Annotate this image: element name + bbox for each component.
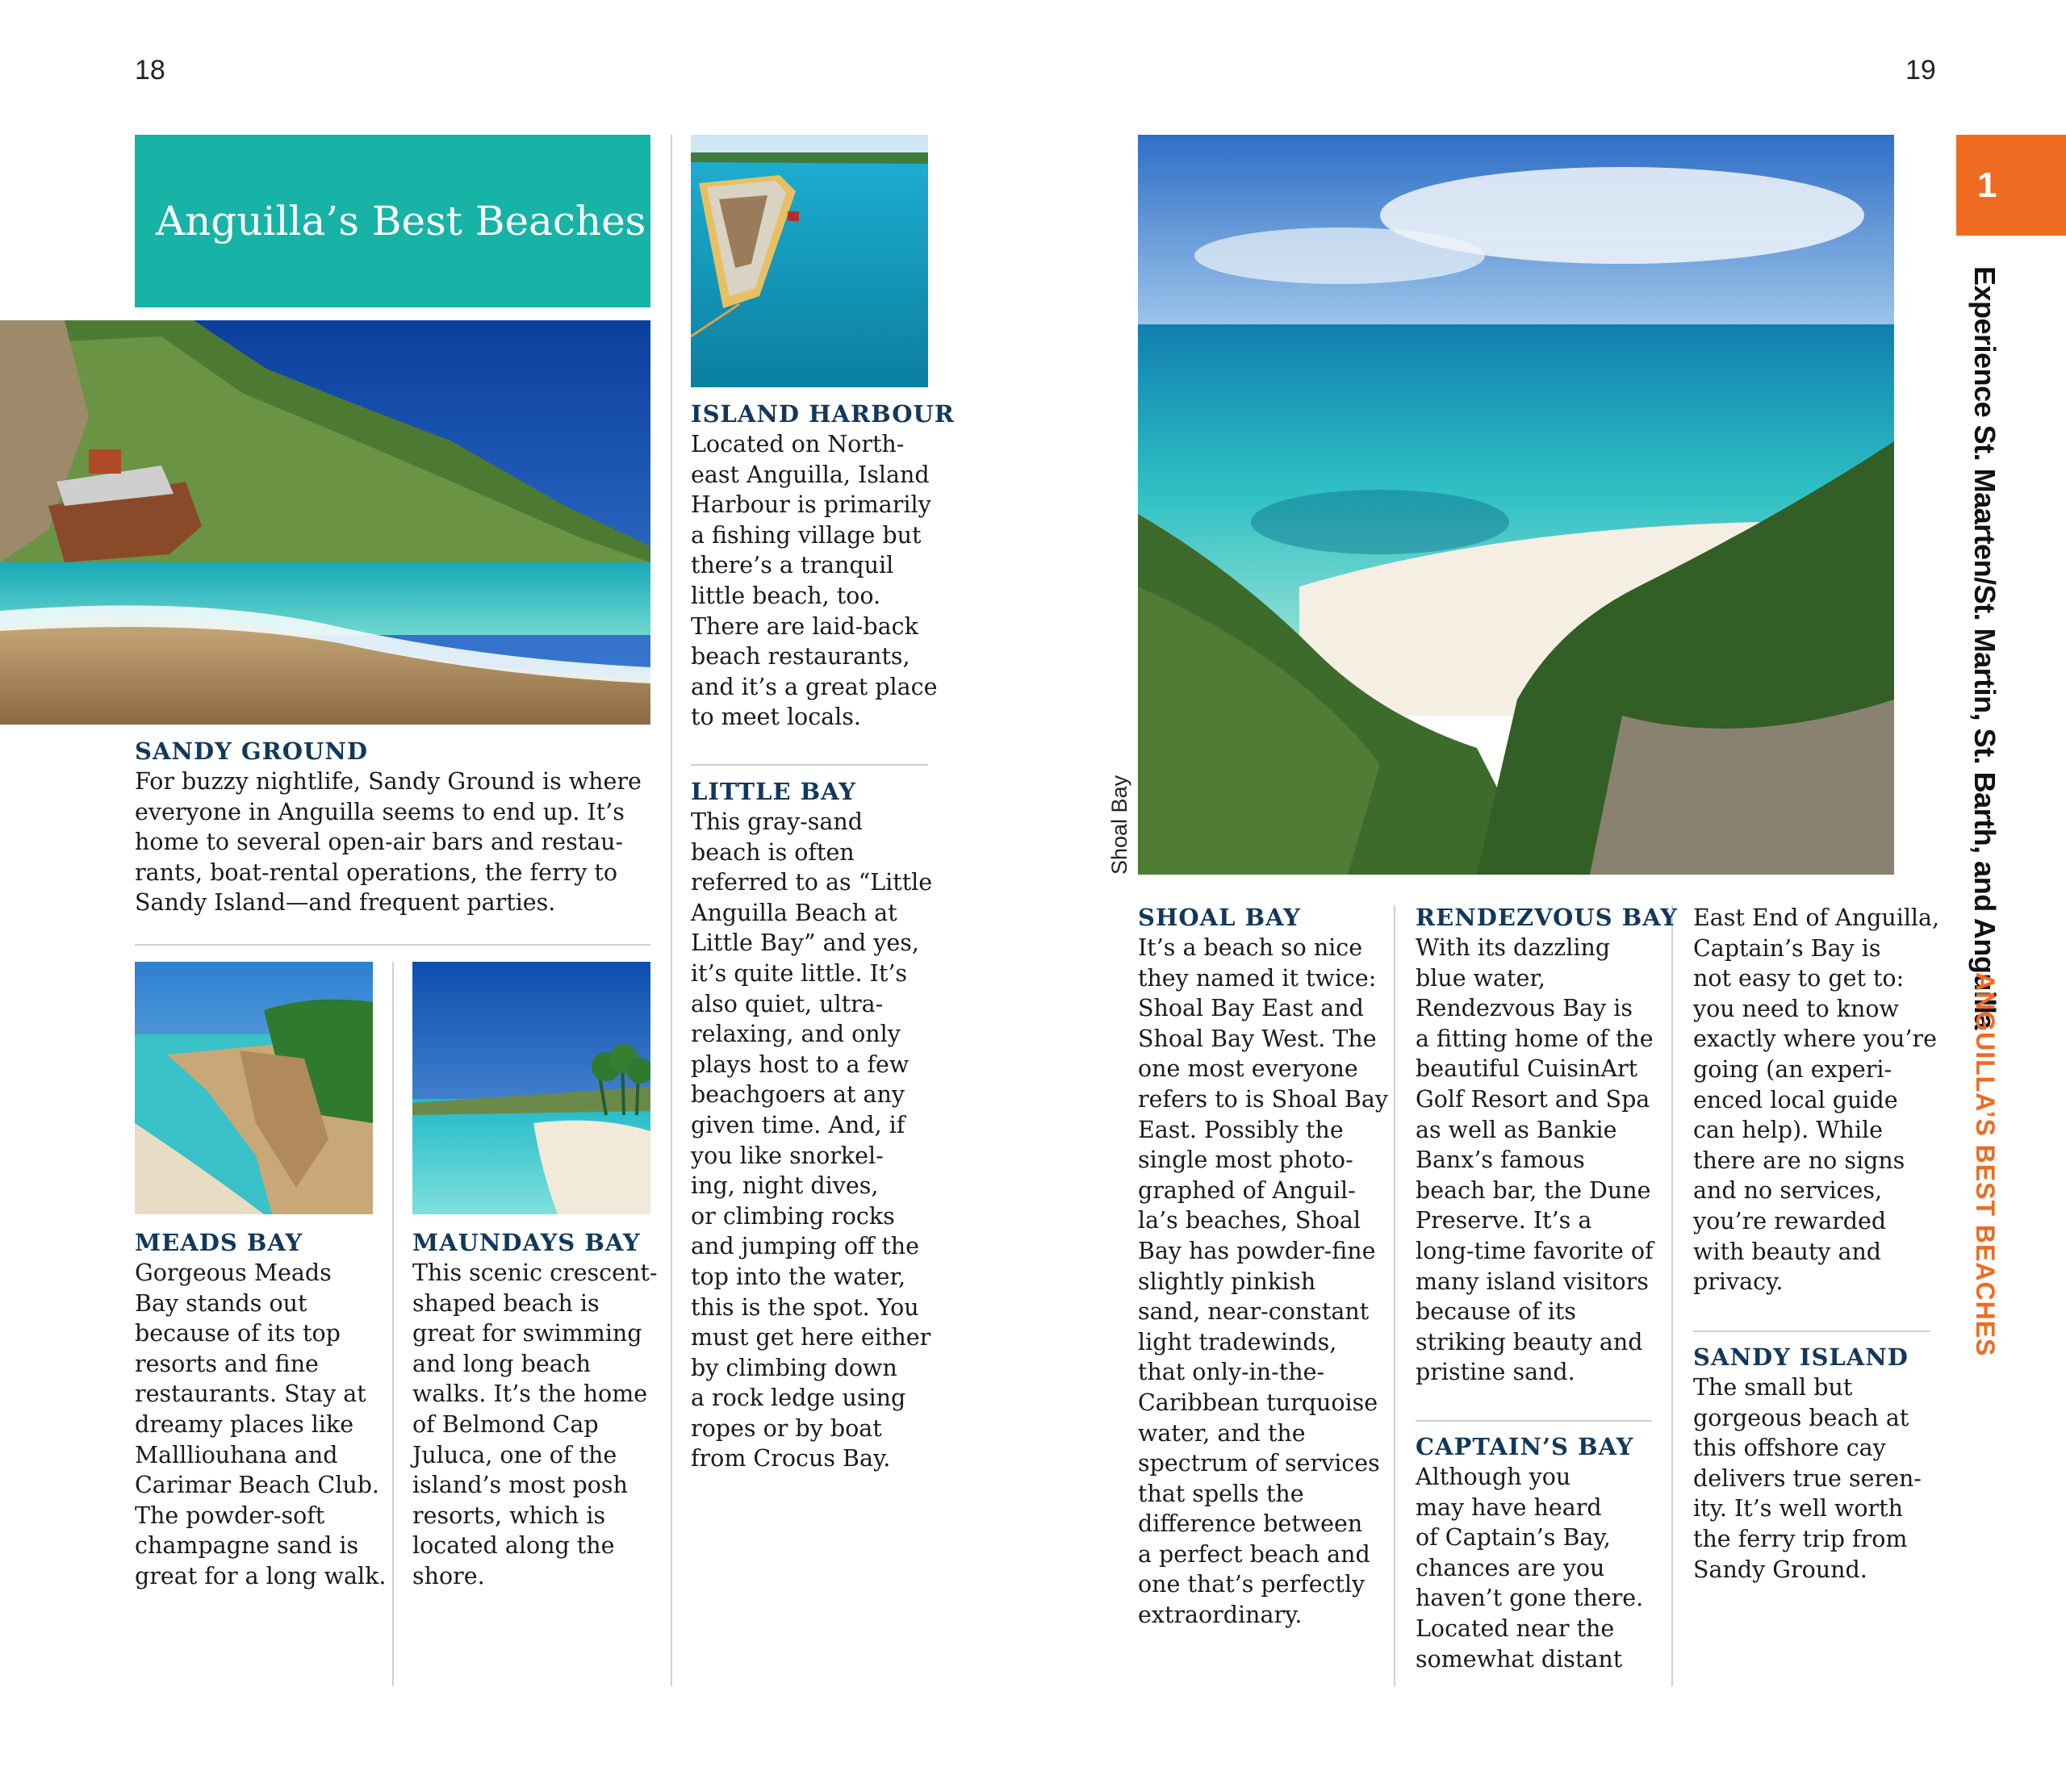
text-shoal-bay xyxy=(1138,933,1388,1631)
text-line: Located near the xyxy=(1416,1614,1615,1642)
text-line: resorts, which is xyxy=(412,1502,606,1529)
heading-little-bay: LITTLE BAY xyxy=(691,778,856,805)
page-number-right: 19 xyxy=(1905,55,1936,86)
text-line: one most everyone xyxy=(1138,1055,1358,1083)
text-line: la’s beaches, Shoal xyxy=(1138,1207,1361,1234)
island-harbour-boat-photo xyxy=(691,135,928,387)
text-line: to meet locals. xyxy=(691,704,861,731)
text-line: from Crocus Bay. xyxy=(691,1445,891,1472)
text-line: resorts and fine xyxy=(135,1350,319,1377)
heading-island-harbour: ISLAND HARBOUR xyxy=(691,400,955,428)
heading-maundays-bay: MAUNDAYS BAY xyxy=(412,1229,641,1256)
heading-sandy-island: SANDY ISLAND xyxy=(1693,1343,1909,1371)
text-line: East. Possibly the xyxy=(1138,1116,1344,1143)
text-line: this is the spot. You xyxy=(691,1293,919,1321)
text-line: Bay has powder-fine xyxy=(1138,1237,1376,1264)
text-line: sand, near-constant xyxy=(1138,1298,1370,1326)
text-line: because of its top xyxy=(135,1320,341,1347)
heading-sandy-ground: SANDY GROUND xyxy=(135,737,368,765)
text-line: pristine sand. xyxy=(1416,1359,1575,1386)
text-line: it’s quite little. It’s xyxy=(691,959,908,987)
text-line: light tradewinds, xyxy=(1138,1328,1337,1355)
text-line: There are laid-back xyxy=(691,612,918,640)
section-title: ANGUILLA’S BEST BEACHES xyxy=(1971,972,2000,1357)
column-divider xyxy=(1394,905,1395,1686)
text-island-harbour xyxy=(691,429,937,733)
text-line: beachgoers at any xyxy=(691,1081,905,1109)
text-line: east Anguilla, Island xyxy=(691,461,930,488)
text-line: Little Bay” and yes, xyxy=(691,929,919,957)
text-line: with beauty and xyxy=(1693,1238,1882,1265)
text-line: many island visitors xyxy=(1416,1268,1649,1295)
text-line: not easy to get to: xyxy=(1693,965,1905,992)
text-line: and no services, xyxy=(1693,1177,1883,1205)
text-line: water, and the xyxy=(1138,1419,1306,1447)
maundays-bay-photo xyxy=(412,962,650,1214)
text-line: Sandy Ground. xyxy=(1693,1556,1867,1583)
text-line: Banx’s famous xyxy=(1416,1147,1585,1174)
text-sandy-ground xyxy=(135,767,642,918)
text-line: Sandy Island—and frequent parties. xyxy=(135,889,556,917)
text-line: ropes or by boat xyxy=(691,1414,882,1442)
text-line: that spells the xyxy=(1138,1480,1304,1507)
text-maundays-bay xyxy=(412,1258,657,1592)
text-line: they named it twice: xyxy=(1138,964,1377,992)
text-meads-bay xyxy=(135,1258,386,1592)
text-line: rants, boat-rental operations, the ferry to xyxy=(135,858,617,886)
text-line: located along the xyxy=(412,1532,615,1560)
column-divider xyxy=(392,962,394,1686)
text-line: beach bar, the Dune xyxy=(1416,1176,1651,1204)
text-rendezvous-bay xyxy=(1416,933,1654,1388)
text-line: great for swimming xyxy=(412,1320,642,1347)
text-line: restaurants. Stay at xyxy=(135,1381,366,1408)
text-line: Golf Resort and Spa xyxy=(1416,1085,1650,1113)
text-line: home to several open-air bars and restau- xyxy=(135,829,624,856)
text-line: walks. It’s the home xyxy=(412,1381,648,1408)
divider xyxy=(691,764,928,766)
text-line: East End of Anguilla, xyxy=(1693,904,1940,931)
text-line: relaxing, and only xyxy=(691,1021,901,1048)
photo-caption: Shoal Bay xyxy=(1107,775,1131,875)
text-line: Located on North- xyxy=(691,431,905,457)
text-line: and long beach xyxy=(412,1350,592,1377)
text-line: by climbing down xyxy=(691,1354,897,1381)
text-line: Although you xyxy=(1416,1464,1571,1490)
text-line: this offshore cay xyxy=(1693,1435,1886,1462)
text-line: slightly pinkish xyxy=(1138,1268,1316,1295)
text-line: Carimar Beach Club. xyxy=(135,1472,379,1499)
text-line: champagne sand is xyxy=(135,1532,359,1560)
text-line: Captain’s Bay is xyxy=(1693,934,1881,962)
page-number-left: 18 xyxy=(135,55,165,86)
text-line: must get here either xyxy=(691,1324,931,1351)
text-line: of Captain’s Bay, xyxy=(1416,1524,1611,1552)
text-line: exactly where you’re xyxy=(1693,1025,1937,1053)
text-line: a perfect beach and xyxy=(1138,1540,1370,1568)
text-line: Shoal Bay East and xyxy=(1138,995,1364,1022)
text-line: extraordinary. xyxy=(1138,1602,1303,1629)
text-line: blue water, xyxy=(1416,964,1545,992)
meads-bay-photo xyxy=(135,962,373,1214)
text-line: that only-in-the- xyxy=(1138,1359,1325,1386)
text-line: spectrum of services xyxy=(1138,1450,1380,1477)
text-line: or climbing rocks xyxy=(691,1202,895,1230)
text-captains-bay-continued xyxy=(1693,903,1939,1297)
text-line: also quiet, ultra- xyxy=(691,990,884,1017)
text-little-bay xyxy=(691,807,932,1474)
divider xyxy=(135,944,650,946)
heading-rendezvous-bay: RENDEZVOUS BAY xyxy=(1416,904,1678,931)
text-line: and it’s a great place xyxy=(691,673,938,700)
text-line: as well as Bankie xyxy=(1416,1116,1617,1143)
text-line: beach restaurants, xyxy=(691,643,910,670)
text-line: It’s a beach so nice xyxy=(1138,934,1363,961)
text-line: The powder-soft xyxy=(135,1502,325,1529)
text-line: ing, night dives, xyxy=(691,1172,879,1200)
text-line: dreamy places like xyxy=(135,1410,354,1438)
text-line: Juluca, one of the xyxy=(412,1441,617,1468)
text-line: because of its xyxy=(1416,1298,1576,1326)
text-line: and jumping off the xyxy=(691,1233,920,1260)
text-line: enced local guide xyxy=(1693,1086,1898,1113)
page-title: Anguilla’s Best Beaches xyxy=(135,135,650,307)
text-line: Anguilla Beach at xyxy=(691,899,897,926)
text-line: This gray-sand xyxy=(691,808,863,835)
running-title: Experience St. Maarten/St. Martin, St. Barth, and Anguilla xyxy=(1968,266,2001,1030)
text-line: This scenic crescent- xyxy=(412,1259,658,1286)
text-line: shaped beach is xyxy=(412,1289,600,1317)
heading-captains-bay: CAPTAIN’S BAY xyxy=(1416,1433,1634,1460)
text-line: long-time favorite of xyxy=(1416,1237,1654,1264)
heading-meads-bay: MEADS BAY xyxy=(135,1229,303,1256)
text-line: a rock ledge using xyxy=(691,1385,906,1412)
text-line: one that’s perfectly xyxy=(1138,1571,1365,1598)
text-line: a fishing village but xyxy=(691,521,922,549)
text-line: Harbour is primarily xyxy=(691,491,931,519)
text-line: difference between xyxy=(1138,1510,1363,1538)
text-line: With its dazzling xyxy=(1416,934,1611,961)
text-line: referred to as “Little xyxy=(691,869,933,896)
text-line: chances are you xyxy=(1416,1554,1605,1581)
text-line: can help). While xyxy=(1693,1117,1883,1144)
text-line: Preserve. It’s a xyxy=(1416,1207,1592,1234)
text-line: Shoal Bay West. The xyxy=(1138,1025,1377,1052)
text-line: going (an experi- xyxy=(1693,1055,1892,1083)
text-line: graphed of Anguil- xyxy=(1138,1176,1356,1204)
text-line: given time. And, if xyxy=(691,1111,905,1138)
text-line: a fitting home of the xyxy=(1416,1025,1654,1052)
text-captains-bay xyxy=(1416,1462,1643,1674)
text-line: privacy. xyxy=(1693,1268,1784,1296)
column-divider xyxy=(671,135,672,1686)
text-line: Caribbean turquoise xyxy=(1138,1389,1378,1416)
text-line: The small but xyxy=(1693,1374,1853,1401)
chapter-tab: 1 xyxy=(1956,135,2066,236)
column-divider xyxy=(1671,905,1673,1686)
shoal-bay-photo xyxy=(1138,135,1894,875)
text-line: delivers true seren- xyxy=(1693,1464,1922,1492)
text-line: top into the water, xyxy=(691,1263,906,1290)
text-line: may have heard xyxy=(1416,1493,1602,1521)
text-line: island’s most posh xyxy=(412,1472,628,1499)
text-line: of Belmond Cap xyxy=(412,1410,599,1438)
text-line: ity. It’s well worth xyxy=(1693,1495,1903,1523)
sandy-ground-shipwreck-photo xyxy=(0,320,650,725)
text-line: shore. xyxy=(412,1562,485,1589)
text-line: beautiful CuisinArt xyxy=(1416,1055,1638,1083)
text-line: little beach, too. xyxy=(691,582,881,609)
text-line: Bay stands out xyxy=(135,1289,307,1317)
text-line: gorgeous beach at xyxy=(1693,1404,1909,1431)
heading-shoal-bay: SHOAL BAY xyxy=(1138,904,1301,931)
text-line: Gorgeous Meads xyxy=(135,1259,332,1286)
text-line: Rendezvous Bay is xyxy=(1416,995,1633,1022)
text-line: there are no signs xyxy=(1693,1147,1905,1174)
text-line: great for a long walk. xyxy=(135,1562,387,1589)
text-line: everyone in Anguilla seems to end up. It’s xyxy=(135,798,625,825)
text-line: haven’t gone there. xyxy=(1416,1585,1644,1612)
text-line: For buzzy nightlife, Sandy Ground is where xyxy=(135,768,642,795)
text-sandy-island xyxy=(1693,1372,1922,1585)
text-line: Mallliouhana and xyxy=(135,1441,338,1468)
divider xyxy=(1416,1420,1652,1422)
text-line: plays host to a few xyxy=(691,1051,910,1078)
text-line: you’re rewarded xyxy=(1693,1207,1887,1234)
text-line: the ferry trip from xyxy=(1693,1525,1908,1552)
text-line: beach is often xyxy=(691,838,855,866)
text-line: refers to is Shoal Bay xyxy=(1138,1085,1388,1113)
text-line: striking beauty and xyxy=(1416,1328,1643,1355)
text-line: somewhat distant xyxy=(1416,1645,1623,1673)
text-line: you like snorkel- xyxy=(691,1142,884,1169)
text-line: you need to know xyxy=(1693,995,1899,1022)
text-line: there’s a tranquil xyxy=(691,552,894,579)
text-line: single most photo- xyxy=(1138,1147,1353,1174)
divider xyxy=(1693,1330,1930,1332)
